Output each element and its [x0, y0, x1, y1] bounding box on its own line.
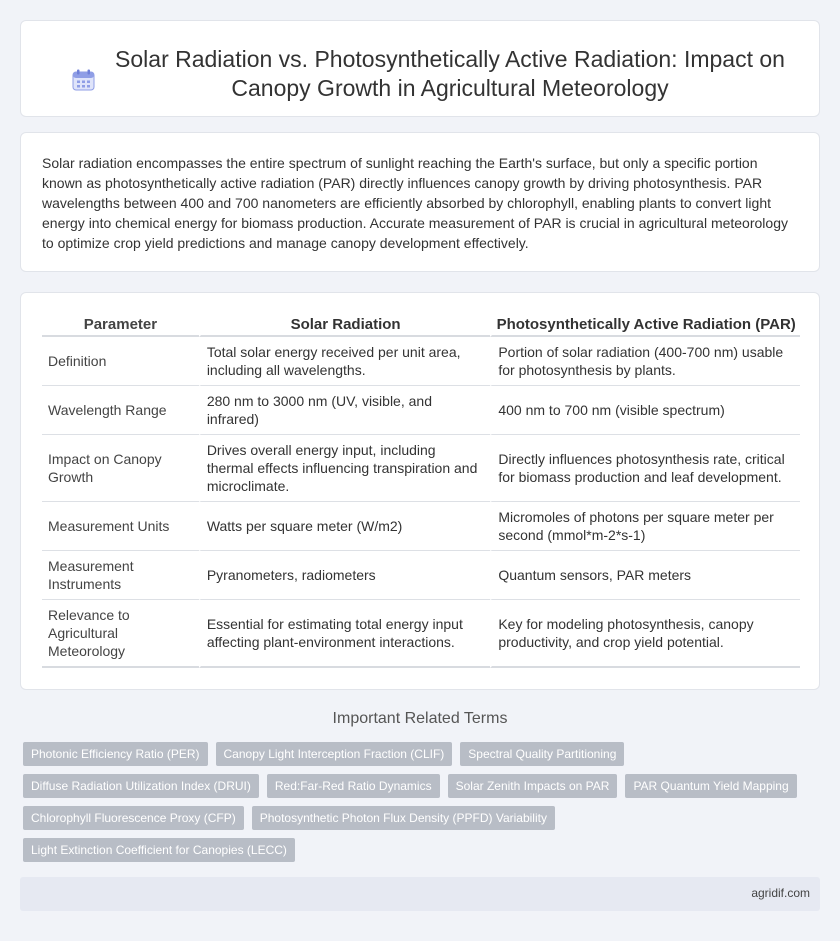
row-solar-value: 280 nm to 3000 nm (UV, visible, and infrared): [199, 386, 491, 435]
table-row: [42, 600, 800, 668]
row-parameter: Definition: [42, 337, 199, 386]
intro-paragraph: Solar radiation encompasses the entire spectrum of sunlight reaching the Earth's surface, but only a specific portion known as photosynthetically active radiation (PAR) directly influences canopy growth by driving photosynthesis. PAR wavelengths between 400 and 700 nanometers are efficiently absorbed by chlorophyll, enabling plants to convert light energy into chemical energy for biomass production. Accurate measurement of PAR is crucial in agricultural meteorology to optimize crop yield predictions and manage canopy development effectively.: [42, 155, 788, 251]
footer: [20, 877, 820, 911]
comparison-table-card: [20, 292, 820, 690]
row-par-value: Quantum sensors, PAR meters: [490, 551, 800, 600]
header-parameter: Parameter: [42, 315, 199, 337]
row-solar-value: Pyranometers, radiometers: [199, 551, 491, 600]
related-term-tag[interactable]: Spectral Quality Partitioning: [460, 742, 624, 766]
header-par: Photosynthetically Active Radiation (PAR): [490, 315, 800, 337]
row-parameter: Wavelength Range: [42, 386, 199, 435]
row-parameter: Relevance to Agricultural Meteorology: [42, 600, 199, 668]
related-terms-title: Important Related Terms: [332, 710, 508, 727]
row-parameter: Measurement Units: [42, 502, 199, 551]
row-par-value: 400 nm to 700 nm (visible spectrum): [490, 386, 800, 435]
page-title: Solar Radiation vs. Photosynthetically Active Radiation: Impact on Canopy Growth in Agricultural Meteorology: [115, 46, 785, 101]
row-parameter: Measurement Instruments: [42, 551, 199, 600]
table-row: [42, 551, 800, 600]
table-row: [42, 502, 800, 551]
row-solar-value: Drives overall energy input, including thermal effects influencing transpiration and microclimate.: [199, 435, 491, 502]
related-term-tag[interactable]: Chlorophyll Fluorescence Proxy (CFP): [23, 806, 244, 830]
related-term-tag[interactable]: Red:Far-Red Ratio Dynamics: [267, 774, 440, 798]
related-term-tag[interactable]: Canopy Light Interception Fraction (CLIF): [216, 742, 453, 766]
comparison-table: [42, 315, 800, 668]
row-parameter: Impact on Canopy Growth: [42, 435, 199, 502]
title-card: [20, 20, 820, 117]
row-par-value: Key for modeling photosynthesis, canopy productivity, and crop yield potential.: [490, 600, 800, 668]
header-solar-radiation: Solar Radiation: [199, 315, 491, 337]
row-solar-value: Essential for estimating total energy input affecting plant-environment interactions.: [199, 600, 491, 668]
table-row: [42, 386, 800, 435]
related-terms-list: [23, 742, 813, 862]
row-par-value: Micromoles of photons per square meter per second (mmol*m-2*s-1): [490, 502, 800, 551]
table-row: [42, 435, 800, 502]
related-term-tag[interactable]: Solar Zenith Impacts on PAR: [448, 774, 618, 798]
table-header-row: [42, 315, 800, 337]
footer-site-link[interactable]: agridif.com: [751, 886, 810, 900]
row-solar-value: Total solar energy received per unit area, including all wavelengths.: [199, 337, 491, 386]
row-par-value: Portion of solar radiation (400-700 nm) usable for photosynthesis by plants.: [490, 337, 800, 386]
intro-card: [20, 132, 820, 272]
row-solar-value: Watts per square meter (W/m2): [199, 502, 491, 551]
row-par-value: Directly influences photosynthesis rate, critical for biomass production and leaf development.: [490, 435, 800, 502]
related-term-tag[interactable]: PAR Quantum Yield Mapping: [625, 774, 796, 798]
related-term-tag[interactable]: Photonic Efficiency Ratio (PER): [23, 742, 208, 766]
table-row: [42, 337, 800, 386]
related-term-tag[interactable]: Photosynthetic Photon Flux Density (PPFD) Variability: [252, 806, 555, 830]
related-term-tag[interactable]: Light Extinction Coefficient for Canopies (LECC): [23, 838, 295, 862]
related-term-tag[interactable]: Diffuse Radiation Utilization Index (DRUI): [23, 774, 259, 798]
